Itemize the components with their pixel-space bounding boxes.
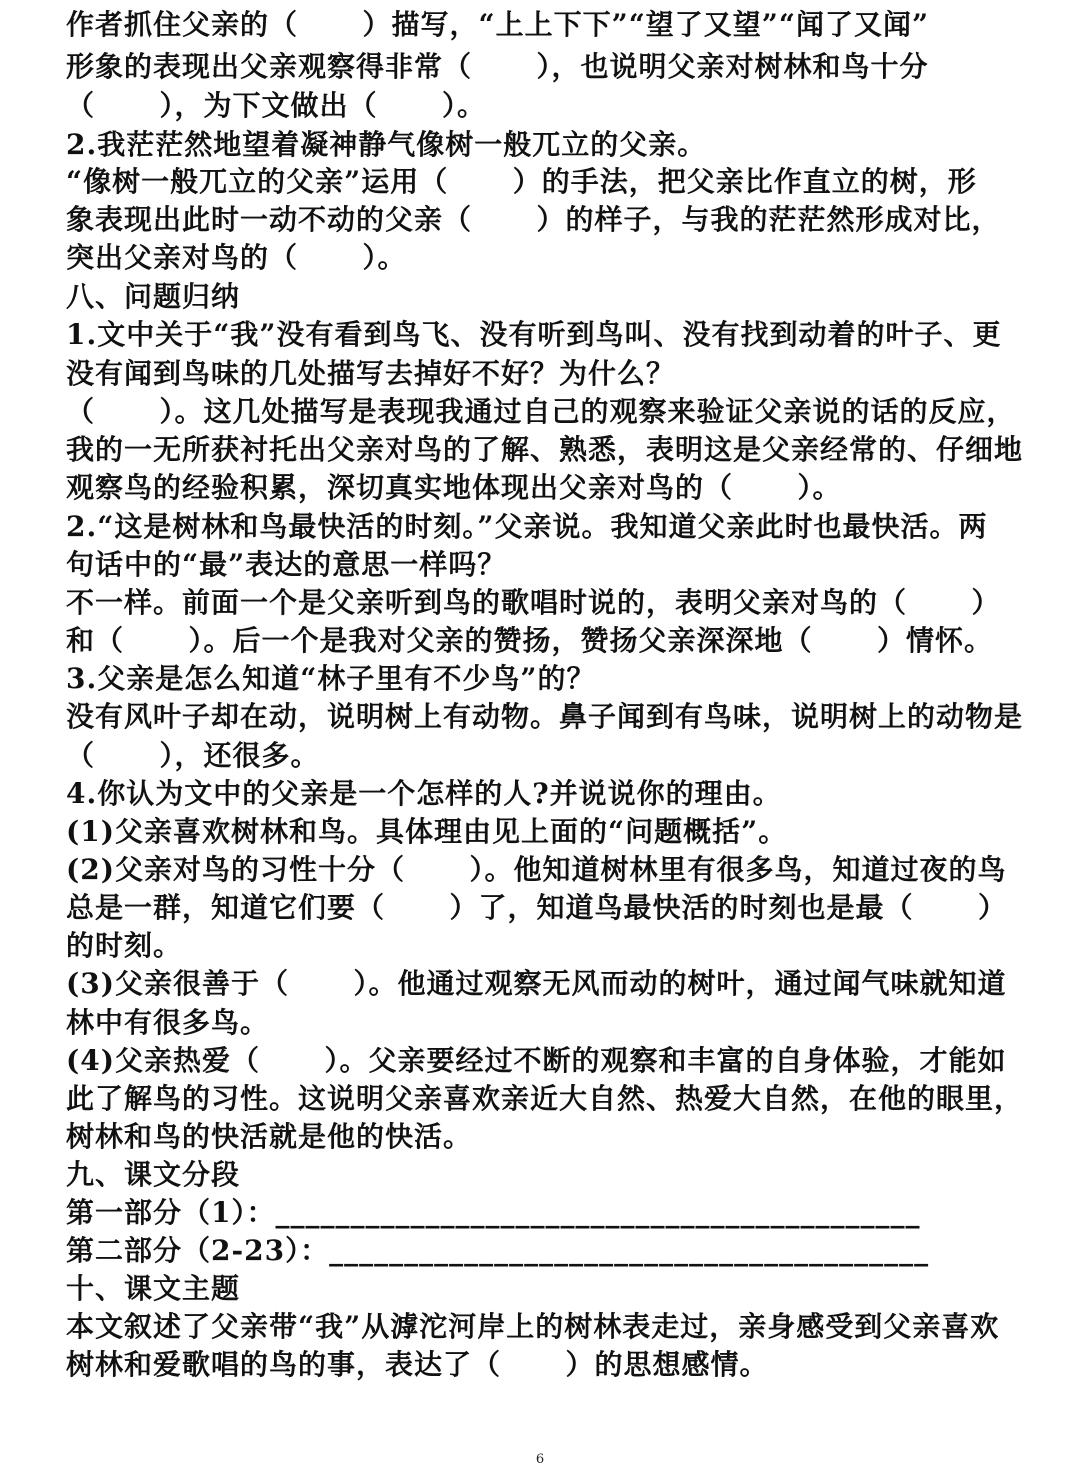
text-line: 树林和鸟的快活就是他的快活。 (66, 1120, 473, 1153)
text-line: 林中有很多鸟。 (66, 1006, 270, 1039)
text-line: （ ），还很多。 (66, 739, 320, 772)
question-line: 没有闻到鸟味的几处描写去掉好不好？为什么？ (66, 357, 676, 390)
text-line: 本文叙述了父亲带“我”从滹沱河岸上的树林表走过，亲身感受到父亲喜欢 (66, 1310, 1000, 1343)
text-line: (2)父亲对鸟的习性十分（ ）。他知道树林里有很多鸟，知道过夜的鸟 (66, 853, 1007, 886)
text-line: 不一样。前面一个是父亲听到鸟的歌唱时说的，表明父亲对鸟的（ ） (66, 586, 1001, 619)
text-line: 此了解鸟的习性。这说明父亲喜欢亲近大自然、热爱大自然，在他的眼里， (66, 1082, 1024, 1115)
text-line: 观察鸟的经验积累，深切真实地体现出父亲对鸟的（ ）。 (66, 471, 842, 504)
question-line: 句话中的“最”表达的意思一样吗？ (66, 548, 507, 581)
text-line: (3)父亲很善于（ ）。他通过观察无风而动的树叶，通过闻气味就知道 (66, 967, 1007, 1000)
text-line: 象表现出此时一动不动的父亲（ ）的样子，与我的茫茫然形成对比， (66, 203, 1001, 236)
text-line: 没有风叶子却在动，说明树上有动物。鼻子闻到有鸟味，说明树上的动物是 (66, 700, 1024, 733)
page-number: 6 (535, 1452, 545, 1467)
text-line: 树林和爱歌唱的鸟的事，表达了（ ）的思想感情。 (66, 1348, 769, 1381)
text-line: 的时刻。 (66, 929, 183, 962)
text-line: “像树一般兀立的父亲”运用（ ）的手法，把父亲比作直立的树，形 (66, 165, 977, 198)
answer-line: 第二部分（2-23）：________________________________________ (66, 1234, 930, 1267)
question-line: 4.你认为文中的父亲是一个怎样的人?并说说你的理由。 (66, 777, 782, 810)
question-line: 1.文中关于“我”没有看到鸟飞、没有听到鸟叫、没有找到动着的叶子、更 (66, 318, 1002, 351)
text-line: 和（ ）。后一个是我对父亲的赞扬，赞扬父亲深深地（ ）情怀。 (66, 624, 993, 657)
question-line: 3.父亲是怎么知道“林子里有不少鸟”的？ (66, 662, 596, 695)
answer-line: 第一部分（1）：___________________________________________ (66, 1196, 921, 1229)
text-line: 总是一群，知道它们要（ ）了，知道鸟最快活的时刻也是最（ ） (66, 891, 1007, 924)
question-line: 2.“这是树林和鸟最快活的时刻。”父亲说。我知道父亲此时也最快活。两 (66, 510, 988, 543)
section-heading: 十、课文主题 (66, 1272, 241, 1305)
text-line: (1)父亲喜欢树林和鸟。具体理由见上面的“问题概括”。 (66, 815, 788, 848)
text-line: （ ），为下文做出（ ）。 (66, 89, 486, 122)
text-line: (4)父亲热爱（ ）。父亲要经过不断的观察和丰富的自身体验，才能如 (66, 1044, 1007, 1077)
section-heading: 八、问题归纳 (66, 280, 241, 313)
question-line: 2.我茫茫然地望着凝神静气像树一般兀立的父亲。 (66, 128, 707, 161)
text-line: 形象的表现出父亲观察得非常（ ），也说明父亲对树林和鸟十分 (66, 50, 929, 83)
section-heading: 九、课文分段 (66, 1158, 241, 1191)
text-line: （ ）。这几处描写是表现我通过自己的观察来验证父亲说的话的反应， (66, 395, 1016, 428)
text-line: 我的一无所获衬托出父亲对鸟的了解、熟悉，表明这是父亲经常的、仔细地 (66, 433, 1024, 466)
text-line: 突出父亲对鸟的（ ）。 (66, 241, 407, 274)
text-line: 作者抓住父亲的（ ）描写，“上上下下”“望了又望”“闻了又闻” (66, 8, 930, 41)
